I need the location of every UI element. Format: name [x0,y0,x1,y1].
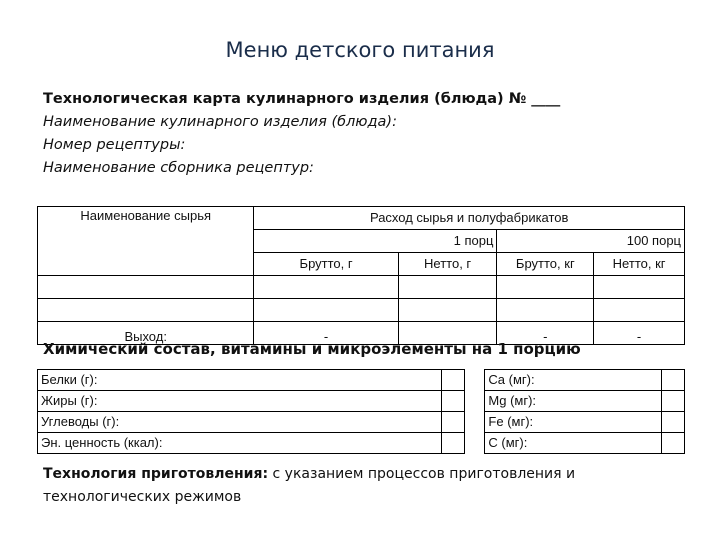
brutto-g-header: Брутто, г [254,253,398,276]
fat-label: Жиры (г): [38,391,442,412]
table-row [38,370,685,391]
cooking-technology-text: с указанием процессов приготовления и технологических режимов [43,466,576,505]
table-row [38,433,685,454]
carbs-label: Углеводы (г): [38,412,442,433]
energy-label: Эн. ценность (ккал): [38,433,442,454]
portion-1-header: 1 порц [398,230,497,253]
output-brutto-g: - [254,322,398,345]
table-row [38,412,685,433]
output-brutto-kg: - [497,322,594,345]
cooking-technology [43,463,683,509]
recipe-number-label: Номер рецептуры: [43,137,186,153]
raw-name-header: Наименование сырья [38,207,254,276]
page-title: Меню детского питания [225,38,495,62]
netto-kg-header: Нетто, кг [594,253,685,276]
output-netto-kg: - [594,322,685,345]
brutto-kg-header: Брутто, кг [497,253,594,276]
portion-100-header: 100 порц [594,230,685,253]
mg-label: Mg (мг): [485,391,662,412]
cooking-technology-label: Технология приготовления: [43,466,269,482]
table-row [38,299,685,322]
tech-card-number: Технологическая карта кулинарного изделия (блюда) № ____ [43,91,561,107]
vitamin-c-label: C (мг): [485,433,662,454]
chem-section-title: Химический состав, витамины и микроэлементы на 1 порцию [43,340,581,358]
protein-label: Белки (г): [38,370,442,391]
table-row [38,391,685,412]
usage-header: Расход сырья и полуфабрикатов [254,207,685,230]
table-row [38,276,685,299]
raw-materials-table [37,206,685,345]
chem-table [37,369,685,454]
recipe-collection-label: Наименование сборника рецептур: [43,160,314,176]
fe-label: Fe (мг): [485,412,662,433]
netto-g-header: Нетто, г [398,253,497,276]
ca-label: Ca (мг): [485,370,662,391]
output-label: Выход: [38,322,254,345]
dish-name-label: Наименование кулинарного изделия (блюда): [43,114,397,130]
